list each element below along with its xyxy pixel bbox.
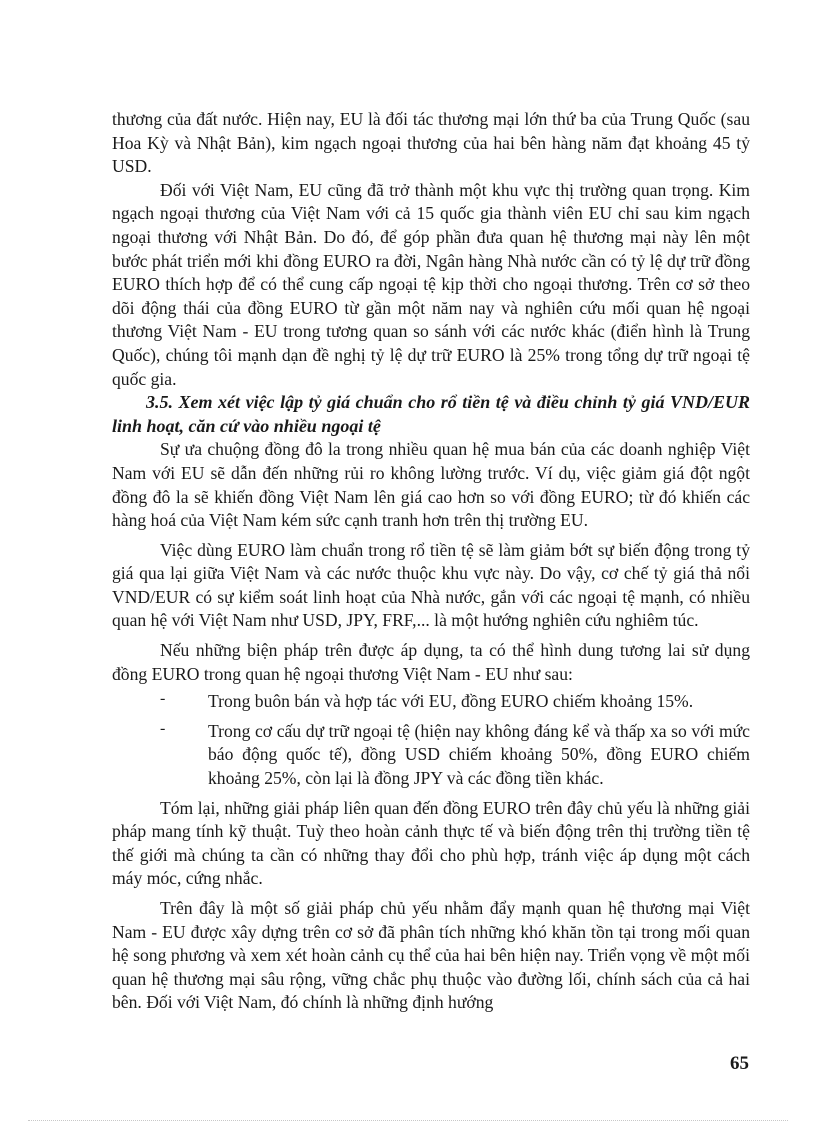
- paragraph-euro-basket: Việc dùng EURO làm chuẩn trong rổ tiền tệ sẽ làm giảm bớt sự biến động trong tỷ giá qua lại giữa Việt Nam và các nước thuộc khu vực này. Do vậy, cơ chế tỷ giá thả nổi VND/EUR có sự kiểm soát linh hoạt của Nhà nước, gắn với các ngoại tệ mạnh, có nhiều quan hệ với Việt Nam như USD, JPY, FRF,... là một hướng nghiên cứu nghiêm túc.: [112, 539, 750, 631]
- bullet-text-trade: Trong buôn bán và hợp tác với EU, đồng EURO chiếm khoảng 15%.: [208, 691, 694, 712]
- document-body: [112, 108, 750, 1015]
- bullet-dash: -: [160, 690, 166, 708]
- paragraph-summary: Tóm lại, những giải pháp liên quan đến đồng EURO trên đây chủ yếu là những giải pháp mang tính kỹ thuật. Tuỳ theo hoàn cảnh thực tế và biến động trên thị trường tiền tệ thế giới mà chúng ta cần có những thay đổi cho phù hợp, tránh việc áp dụng một cách máy móc, cứng nhắc.: [112, 797, 750, 889]
- paragraph-future-usage: Nếu những biện pháp trên được áp dụng, ta có thể hình dung tương lai sử dụng đồng EURO trong quan hệ ngoại thương Việt Nam - EU như sau:: [112, 640, 750, 684]
- paragraph-conclusion: Trên đây là một số giải pháp chủ yếu nhằm đẩy mạnh quan hệ thương mại Việt Nam - EU được xây dựng trên cơ sở đã phân tích những khó khăn tồn tại trong mối quan hệ song phương và xem xét hoàn cảnh cụ thể của hai bên hiện nay. Triển vọng về một mối quan hệ thương mại sâu rộng, vững chắc phụ thuộc vào đường lối, chính sách của cả hai bên. Đối với Việt Nam, đó chính là những định hướng: [112, 898, 750, 1013]
- list-item: [112, 720, 750, 791]
- paragraph-continuation: thương của đất nước. Hiện nay, EU là đối tác thương mại lớn thứ ba của Trung Quốc (sau Hoa Kỳ và Nhật Bản), kim ngạch ngoại thương của hai bên hàng năm đạt khoảng 45 tỷ USD.: [112, 109, 750, 177]
- section-heading-3-5: 3.5. Xem xét việc lập tỷ giá chuẩn cho rổ tiền tệ và điều chỉnh tỷ giá VND/EUR linh hoạt, căn cứ vào nhiều ngoại tệ: [112, 392, 750, 436]
- footer-divider: [28, 1120, 788, 1121]
- paragraph-dollar-risk: Sự ưa chuộng đồng đô la trong nhiều quan hệ mua bán của các doanh nghiệp Việt Nam với EU sẽ dẫn đến những rủi ro không lường trước. Ví dụ, việc giảm giá đột ngột đồng đô la sẽ khiến đồng Việt Nam lên giá cao hơn so với đồng EURO; từ đó khiến các hàng hoá của Việt Nam kém sức cạnh tranh hơn trên thị trường EU.: [112, 439, 750, 531]
- bullet-text-reserves: Trong cơ cấu dự trữ ngoại tệ (hiện nay không đáng kể và thấp xa so với mức báo động quốc tế), đồng USD chiếm khoảng 50%, đồng EURO chiếm khoảng 25%, còn lại là đồng JPY và các đồng tiền khác.: [208, 720, 750, 789]
- paragraph-vietnam-eu-market: Đối với Việt Nam, EU cũng đã trở thành một khu vực thị trường quan trọng. Kim ngạch ngoại thương của Việt Nam với cả 15 quốc gia thành viên EU chỉ sau kim ngạch ngoại thương với Nhật Bản. Do đó, để góp phần đưa quan hệ thương mại này lên một bước phát triển mới khi đồng EURO ra đời, Ngân hàng Nhà nước cần có tỷ lệ dự trữ đồng EURO thích hợp để có thể cung cấp ngoại tệ kịp thời cho ngoại thương. Trên cơ sở theo dõi động thái của đồng EURO từ gần một năm nay và nghiên cứu mối quan hệ ngoại thương Việt Nam - EU trong tương quan so sánh với các nước khác (điển hình là Trung Quốc), chúng tôi mạnh dạn đề nghị tỷ lệ dự trữ EURO là 25% trong tổng dự trữ ngoại tệ quốc gia.: [112, 179, 750, 389]
- bullet-dash: -: [160, 719, 166, 737]
- list-item: [112, 690, 750, 714]
- page-number: 65: [730, 1053, 749, 1074]
